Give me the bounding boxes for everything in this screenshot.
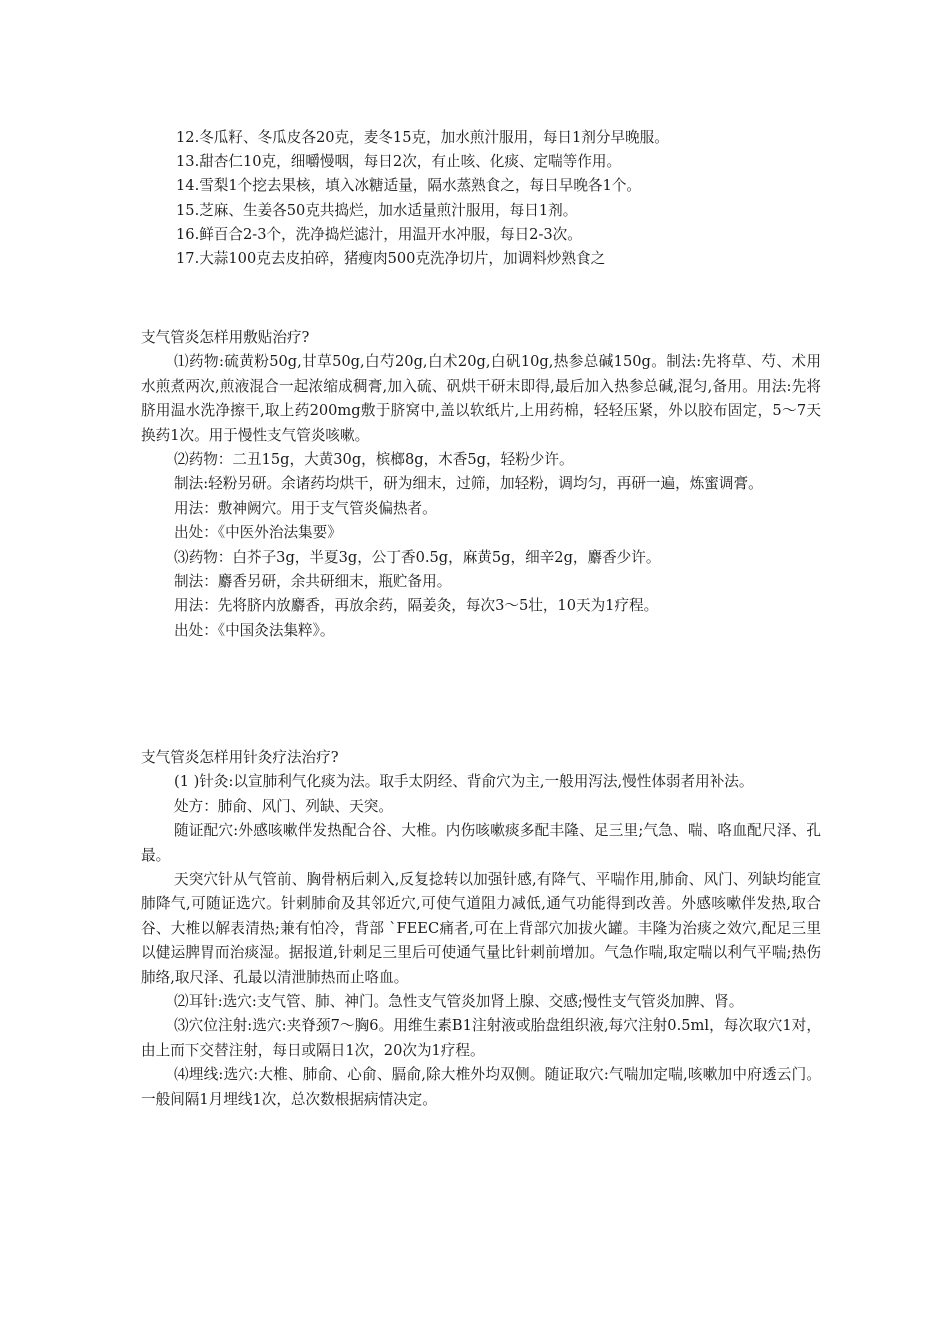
remedy-item: 14.雪梨1个挖去果核，填入冰糖适量，隔水蒸熟食之，每日早晚各1个。: [176, 177, 642, 195]
paragraph: ⑴药物:硫黄粉50g,甘草50g,白芍20g,白术20g,白矾10g,热参总碱150g。制法:先将草、芍、术用水煎煮两次,煎液混合一起浓缩成稠膏,加入硫、矾烘干研末即得,最后加入热参总碱,混匀,备用。用法:先将脐用温水洗净擦干,取上药200mg敷于脐窝中,盖以软纸片,上用药棉，轻轻压紧，外以胶布固定，5～7天换药1次。用于慢性支气管炎咳嗽。: [141, 353, 821, 444]
section-title: 支气管炎怎样用敷贴治疗?: [141, 329, 310, 346]
paragraph: ⑷埋线:选穴:大椎、肺俞、心俞、膈俞,除大椎外均双侧。随证取穴:气喘加定喘,咳嗽加中府透云门。一般间隔1月埋线1次，总次数根据病情决定。: [141, 1066, 821, 1108]
paragraph: ⑵耳针:选穴:支气管、肺、神门。急性支气管炎加肾上腺、交感;慢性支气管炎加脾、肾。: [174, 993, 744, 1011]
paragraph: 处方：肺俞、风门、列缺、天突。: [174, 797, 393, 815]
paragraph: 用法：先将脐内放麝香，再放余药，隔姜灸，每次3～5壮，10天为1疗程。: [174, 597, 659, 615]
section-fuzhu: [141, 326, 821, 643]
remedy-item: 16.鲜百合2-3个，洗净捣烂滤汁，用温开水冲服，每日2-3次。: [176, 225, 582, 243]
paragraph: (1 )针灸:以宣肺利气化痰为法。取手太阴经、背俞穴为主,一般用泻法,慢性体弱者用补法。: [174, 773, 754, 791]
paragraph: 出处：《中国灸法集粹》。: [174, 621, 335, 639]
remedy-item: 13.甜杏仁10克，细嚼慢咽，每日2次，有止咳、化痰、定喘等作用。: [176, 153, 622, 171]
paragraph: 随证配穴:外感咳嗽伴发热配合谷、大椎。内伤咳嗽痰多配丰隆、足三里;气急、喘、咯血配尺泽、孔最。: [141, 822, 821, 864]
paragraph: ⑶药物：白芥子3g，半夏3g，公丁香0.5g，麻黄5g，细辛2g，麝香少许。: [174, 548, 661, 566]
paragraph: 天突穴针从气管前、胸骨柄后刺入,反复捻转以加强针感,有降气、平喘作用,肺俞、风门、列缺均能宣肺降气,可随证选穴。针刺肺俞及其邻近穴,可使气道阻力减低,通气功能得到改善。外感咳嗽伴发热,取合谷、大椎以解表清热;兼有怕冷，背部 `FEEC痛者,可在上背部穴加拔火罐。丰隆为治痰之效穴,配足三里以健运脾胃而治痰湿。据报道,针刺足三里后可使通气量比针刺前增加。气急作喘,取定喘以利气平喘;热伤肺络,取尺泽、孔最以清泄肺热而止咯血。: [141, 871, 821, 986]
paragraph: 出处：《中医外治法集要》: [174, 524, 342, 542]
paragraph: ⑵药物：二丑15g，大黄30g，槟榔8g，木香5g，轻粉少许。: [174, 451, 574, 469]
remedy-item: 15.芝麻、生姜各50克共捣烂，加水适量煎汁服用，每日1剂。: [176, 201, 578, 219]
paragraph: 制法：麝香另研，余共研细末，瓶贮备用。: [174, 573, 452, 591]
paragraph: 制法:轻粉另研。余诸药均烘干，研为细末，过筛，加轻粉，调均匀，再研一遍，炼蜜调膏。: [174, 475, 763, 493]
paragraph: ⑶穴位注射:选穴:夹脊颈7～胸6。用维生素B1注射液或胎盘组织液,每穴注射0.5ml，每次取穴1对，由上而下交替注射，每日或隔日1次，20次为1疗程。: [141, 1017, 821, 1059]
section-zhenjiu: [141, 746, 821, 1112]
section-title: 支气管炎怎样用针灸疗法治疗?: [141, 749, 339, 766]
paragraph: 用法：敷神阙穴。用于支气管炎偏热者。: [174, 499, 437, 517]
remedy-list: [176, 126, 836, 271]
remedy-item: 17.大蒜100克去皮拍碎，猪瘦肉500克洗净切片，加调料炒熟食之: [176, 249, 606, 267]
remedy-item: 12.冬瓜籽、冬瓜皮各20克，麦冬15克，加水煎汁服用，每日1剂分早晚服。: [176, 129, 669, 146]
